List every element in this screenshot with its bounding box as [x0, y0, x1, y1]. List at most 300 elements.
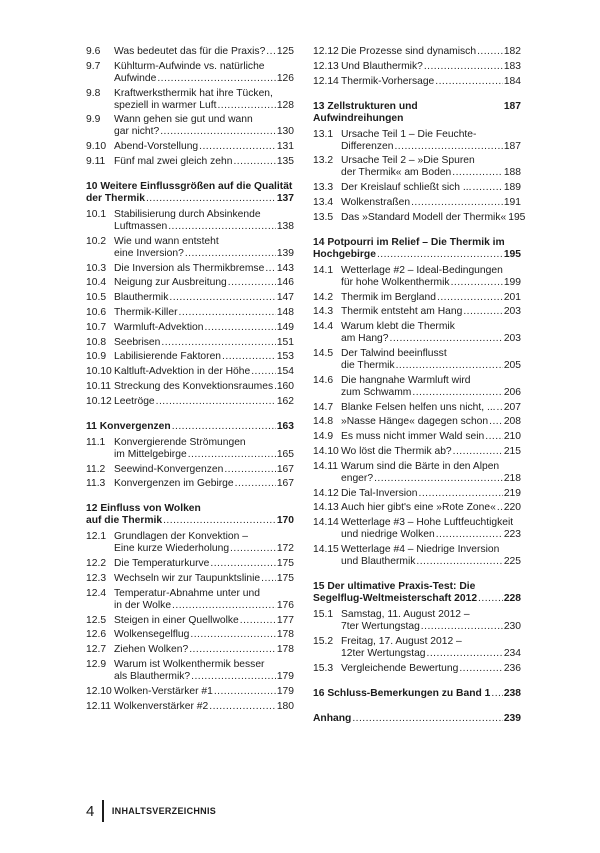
- section-number: 12.9: [86, 658, 107, 670]
- toc-entry[interactable]: [86, 478, 294, 490]
- dot-leader: [163, 515, 276, 527]
- page-ref: 218: [503, 472, 521, 484]
- dot-leader: [265, 263, 276, 275]
- section-number: 14.10: [313, 445, 339, 457]
- entry-title-line: Steigen in einer Quellwolke: [114, 614, 239, 626]
- toc-chapter[interactable]: [86, 503, 294, 527]
- toc-entry[interactable]: [313, 461, 521, 485]
- toc-entry[interactable]: [86, 307, 294, 319]
- section-number: 9.9: [86, 114, 101, 126]
- toc-entry[interactable]: [86, 277, 294, 289]
- entry-title-line: 14 Potpourri im Relief – Die Thermik im: [313, 236, 505, 248]
- section-number: 10.8: [86, 336, 107, 348]
- page-ref: 153: [276, 351, 294, 363]
- toc-entry[interactable]: [86, 366, 294, 378]
- page-ref: 205: [503, 359, 521, 371]
- toc-entry[interactable]: [313, 129, 521, 153]
- entry-title-line: Blauthermik: [114, 292, 169, 304]
- section-number: 14.7: [313, 401, 334, 413]
- toc-right-column: [313, 46, 526, 729]
- section-number: 10.11: [86, 380, 112, 392]
- toc-entry[interactable]: [86, 263, 294, 275]
- dot-leader: [222, 351, 276, 363]
- entry-title-line: Luftmassen: [114, 220, 168, 232]
- toc-entry[interactable]: [86, 61, 294, 85]
- toc-entry[interactable]: [86, 615, 294, 627]
- section-number: 14.12: [313, 487, 339, 499]
- footer-divider: [102, 800, 104, 822]
- dot-leader: [436, 529, 503, 541]
- dot-leader: [459, 663, 502, 675]
- section-number: 14.3: [313, 306, 334, 318]
- entry-title-line: Kaltluft-Advektion in der Höhe: [114, 366, 251, 378]
- page-ref: 147: [276, 292, 294, 304]
- toc-entry[interactable]: [313, 636, 521, 660]
- page-ref: 188: [503, 167, 521, 179]
- entry-title-line: 16 Schluss-Bemerkungen zu Band 1: [313, 687, 491, 699]
- entry-title-line: am Hang?: [341, 333, 389, 345]
- dot-leader: [224, 464, 275, 476]
- entry-title-line: für hohe Wolkenthermik: [341, 276, 450, 288]
- entry-title-line: Wann gehen sie gut und wann: [114, 114, 253, 126]
- dot-leader: [204, 322, 275, 334]
- toc-entry[interactable]: [313, 544, 521, 568]
- dot-leader: [230, 543, 276, 555]
- page-ref: 195: [503, 248, 521, 260]
- toc-entry[interactable]: [313, 402, 521, 414]
- page-ref: 178: [276, 629, 294, 641]
- entry-title-line: Kraftwerksthermik hat ihre Tücken,: [114, 87, 273, 99]
- toc-chapter[interactable]: [86, 181, 294, 205]
- page-ref: 179: [276, 685, 294, 697]
- page-ref: 234: [503, 647, 521, 659]
- dot-leader: [161, 337, 275, 349]
- entry-title-line: Warmluft-Advektion: [114, 321, 204, 333]
- entry-title-line: Kühlturm-Aufwinde vs. natürliche: [114, 60, 265, 72]
- dot-leader: [188, 449, 276, 461]
- page-ref: 146: [276, 277, 294, 289]
- page-ref: 199: [503, 276, 521, 288]
- page-ref: 239: [503, 712, 521, 724]
- toc-chapter[interactable]: [86, 421, 294, 433]
- entry-title-line: Seewind-Konvergenzen: [114, 463, 224, 475]
- section-number: 10.10: [86, 366, 112, 378]
- section-number: 9.8: [86, 87, 101, 99]
- dot-leader: [217, 100, 275, 112]
- entry-title-line: im Mittelgebirge: [114, 448, 187, 460]
- entry-title-line: Freitag, 17. August 2012 –: [341, 635, 462, 647]
- page-ref: 219: [503, 487, 521, 499]
- dot-leader: [179, 307, 276, 319]
- entry-title-line: 10 Weitere Einflussgrößen auf die Qualität: [86, 180, 293, 192]
- section-number: 10.5: [86, 292, 107, 304]
- toc-entry[interactable]: [86, 701, 294, 713]
- toc-entry[interactable]: [313, 182, 521, 194]
- entry-title-line: Wie und wann entsteht: [114, 235, 219, 247]
- entry-title-line: und niedrige Wolken: [341, 529, 435, 541]
- dot-leader: [411, 197, 503, 209]
- page-ref: 154: [276, 366, 294, 378]
- page-ref: 203: [503, 333, 521, 345]
- dot-leader: [424, 61, 503, 73]
- entry-title-line: speziell in warmer Luft: [114, 99, 217, 111]
- section-number: 9.11: [86, 155, 106, 167]
- entry-title-line: und Blauthermik: [341, 555, 416, 567]
- page-ref: 151: [276, 336, 294, 348]
- dot-leader: [190, 629, 275, 641]
- toc-entry[interactable]: [86, 437, 294, 461]
- section-number: 11.3: [86, 478, 106, 490]
- running-title: INHALTSVERZEICHNIS: [111, 806, 217, 816]
- dot-leader: [261, 573, 276, 585]
- section-number: 9.6: [86, 46, 101, 57]
- entry-title-line: Stabilisierung durch Absinkende: [114, 208, 261, 220]
- page-ref: 189: [503, 182, 521, 194]
- page-ref: 223: [503, 529, 521, 541]
- entry-title-line: die Thermik: [341, 359, 395, 371]
- page-ref: 180: [276, 700, 294, 712]
- section-number: 12.11: [86, 700, 112, 712]
- page-ref: 143: [276, 262, 294, 274]
- toc-entry[interactable]: [313, 663, 521, 675]
- page-ref: 228: [503, 592, 521, 604]
- dot-leader: [146, 193, 276, 205]
- section-number: 15.3: [313, 662, 334, 674]
- section-number: 10.7: [86, 321, 107, 333]
- dot-leader: [374, 473, 503, 485]
- entry-title-line: zum Schwamm: [341, 386, 412, 398]
- dot-leader: [199, 141, 276, 153]
- page-ref: 138: [276, 220, 294, 232]
- entry-title-line: Aufwinde: [114, 72, 157, 84]
- dot-leader: [160, 126, 276, 138]
- entry-title-line: Ziehen Wolken?: [114, 644, 189, 656]
- dot-leader: [427, 648, 503, 660]
- toc-entry[interactable]: [86, 629, 294, 641]
- page-ref: 183: [503, 60, 521, 72]
- toc-chapter[interactable]: [313, 237, 521, 261]
- page-ref: 210: [503, 431, 521, 443]
- dot-leader: [390, 333, 503, 345]
- entry-title-line: Der Talwind beeinflusst: [341, 347, 447, 359]
- entry-title-line: Samstag, 11. August 2012 –: [341, 608, 470, 620]
- page-ref: 225: [503, 555, 521, 567]
- page-ref: 165: [276, 448, 294, 460]
- section-number: 13.4: [313, 196, 334, 208]
- entry-title-line: Wo löst die Thermik ab?: [341, 445, 452, 457]
- page-ref: 230: [503, 620, 521, 632]
- dot-leader: [266, 46, 276, 58]
- entry-title-line: Wetterlage #2 – Ideal-Bedingungen: [341, 264, 503, 276]
- toc-entry[interactable]: [86, 141, 294, 153]
- entry-title-line: Leetröge: [114, 395, 155, 407]
- toc-entry[interactable]: [86, 531, 294, 555]
- toc-entry[interactable]: [86, 236, 294, 260]
- page-ref: 201: [503, 291, 521, 303]
- dot-leader: [497, 502, 503, 514]
- page-ref: 187: [503, 140, 521, 152]
- entry-title-line: Wolken-Verstärker #1: [114, 685, 213, 697]
- entry-title-line: Es muss nicht immer Wald sein: [341, 431, 485, 443]
- page-ref: 238: [503, 687, 521, 699]
- entry-title-line: Grundlagen der Konvektion –: [114, 531, 248, 543]
- page-ref: 135: [276, 155, 294, 167]
- toc-entry[interactable]: [86, 588, 294, 612]
- dot-leader: [172, 600, 276, 612]
- dot-leader: [169, 292, 275, 304]
- section-number: 14.13: [313, 502, 339, 514]
- section-number: 12.6: [86, 629, 107, 641]
- entry-title-line: Konvergenzen im Gebirge: [114, 478, 234, 490]
- toc-entry[interactable]: [86, 464, 294, 476]
- dot-leader: [209, 701, 276, 713]
- page-ref: 125: [276, 46, 294, 57]
- toc-entry[interactable]: [86, 114, 294, 138]
- dot-leader: [191, 671, 276, 683]
- entry-title-line: 12ter Wertungstag: [341, 647, 426, 659]
- dot-leader: [491, 688, 502, 700]
- dot-leader: [235, 478, 276, 490]
- section-number: 10.1: [86, 208, 107, 220]
- toc-entry[interactable]: [86, 46, 294, 58]
- entry-title-line: Fünf mal zwei gleich zehn: [114, 155, 233, 167]
- entry-title-line: Thermik im Bergland: [341, 291, 436, 303]
- entry-title-line: Segelflug-Weltmeisterschaft 2012: [313, 592, 478, 604]
- entry-title-line: Das »Standard Modell der Thermik«: [341, 211, 507, 223]
- toc-entry[interactable]: [313, 292, 521, 304]
- toc-entry[interactable]: [313, 197, 521, 209]
- toc-entry[interactable]: [86, 209, 294, 233]
- page-ref: 126: [276, 72, 294, 84]
- page-ref: 175: [276, 572, 294, 584]
- section-number: 14.14: [313, 517, 339, 529]
- toc-entry[interactable]: [313, 375, 521, 399]
- page-ref: 175: [276, 558, 294, 570]
- toc-entry[interactable]: [86, 659, 294, 683]
- page-ref: 176: [276, 599, 294, 611]
- toc-entry[interactable]: [313, 46, 521, 58]
- dot-leader: [214, 686, 276, 698]
- dot-leader: [453, 446, 503, 458]
- toc-chapter[interactable]: [313, 101, 521, 125]
- section-number: 11.2: [86, 463, 106, 475]
- toc-entry[interactable]: [313, 211, 526, 224]
- toc-entry[interactable]: [86, 156, 294, 168]
- toc-entry[interactable]: [86, 396, 294, 408]
- page-ref: 167: [276, 463, 294, 475]
- toc-entry[interactable]: [86, 644, 294, 656]
- toc-entry[interactable]: [313, 609, 521, 633]
- entry-title-line: Hochgebirge: [313, 248, 376, 260]
- toc-entry[interactable]: [86, 381, 294, 393]
- entry-title-line: Ursache Teil 1 – Die Feuchte-: [341, 128, 477, 140]
- section-number: 13.1: [313, 128, 334, 140]
- entry-title-line: Die Tal-Inversion: [341, 487, 418, 499]
- page-ref: 191: [503, 196, 521, 208]
- entry-title-line: Wetterlage #4 – Niedrige Inversion: [341, 543, 500, 555]
- entry-title-line: Labilisierende Faktoren: [114, 351, 222, 363]
- entry-title-line: Differenzen: [341, 140, 394, 152]
- section-number: 10.6: [86, 306, 107, 318]
- toc-chapter[interactable]: [313, 713, 521, 725]
- dot-leader: [421, 621, 503, 633]
- section-number: 13.5: [313, 211, 334, 223]
- toc-entry[interactable]: [313, 502, 521, 514]
- dot-leader: [435, 76, 503, 88]
- section-number: 13.2: [313, 155, 334, 167]
- toc-entry[interactable]: [86, 351, 294, 363]
- section-number: 9.10: [86, 141, 107, 153]
- entry-title-line: 13 Zellstrukturen und Aufwindreihungen: [313, 100, 418, 124]
- toc-entry[interactable]: [313, 431, 521, 443]
- dot-leader: [189, 644, 276, 656]
- dot-leader: [437, 292, 503, 304]
- page-ref: 170: [276, 515, 294, 527]
- page-ref: 207: [503, 401, 521, 413]
- section-number: 12.13: [313, 60, 339, 72]
- dot-leader: [233, 156, 275, 168]
- page-ref: 177: [276, 614, 294, 626]
- toc-entry[interactable]: [313, 446, 521, 458]
- entry-title-line: gar nicht?: [114, 126, 160, 138]
- dot-leader: [157, 73, 275, 85]
- entry-title-line: Temperatur-Abnahme unter und: [114, 587, 260, 599]
- toc-entry[interactable]: [313, 61, 521, 73]
- entry-title-line: in der Wolke: [114, 599, 172, 611]
- page-ref: 195: [508, 211, 526, 223]
- entry-title-line: Anhang: [313, 712, 352, 724]
- dot-leader: [228, 277, 276, 289]
- page-ref: 130: [276, 126, 294, 138]
- page-ref: 160: [276, 380, 294, 392]
- dot-leader: [185, 248, 276, 260]
- entry-title-line: 12 Einfluss von Wolken: [86, 503, 201, 515]
- entry-title-line: Und Blauthermik?: [341, 60, 423, 72]
- entry-title-line: 7ter Wertungstag: [341, 620, 420, 632]
- section-number: 15.2: [313, 635, 334, 647]
- entry-title-line: Thermik entsteht am Hang: [341, 306, 463, 318]
- toc-chapter[interactable]: [313, 581, 521, 605]
- entry-title-line: Die Prozesse sind dynamisch: [341, 46, 477, 57]
- entry-title-line: Thermik-Vorhersage: [341, 75, 435, 87]
- page-ref: 220: [503, 502, 521, 514]
- section-number: 12.3: [86, 572, 107, 584]
- page-ref: 203: [503, 306, 521, 318]
- entry-title-line: Neigung zur Ausbreitung: [114, 277, 227, 289]
- dot-leader: [156, 396, 276, 408]
- toc-entry[interactable]: [313, 321, 521, 345]
- page-ref: 187: [503, 100, 521, 112]
- page-ref: 236: [503, 662, 521, 674]
- entry-title-line: der Thermik: [86, 192, 145, 204]
- toc-chapter[interactable]: [313, 688, 521, 700]
- section-number: 10.12: [86, 395, 112, 407]
- toc-entry[interactable]: [86, 292, 294, 304]
- entry-title-line: Warum sind die Bärte in den Alpen: [341, 460, 500, 472]
- entry-title-line: Wolkenverstärker #2: [114, 700, 209, 712]
- toc-entry[interactable]: [313, 517, 521, 541]
- toc-entry[interactable]: [86, 337, 294, 349]
- entry-title-line: Abend-Vorstellung: [114, 141, 199, 153]
- page-footer: [86, 800, 216, 822]
- entry-title-line: Wolkenstraßen: [341, 196, 411, 208]
- page-ref: 215: [503, 445, 521, 457]
- entry-title-line: Konvergierende Strömungen: [114, 436, 246, 448]
- page-ref: 131: [276, 141, 294, 153]
- entry-title-line: Warum klebt die Thermik: [341, 321, 455, 333]
- toc-entry[interactable]: [86, 88, 294, 112]
- entry-title-line: 11 Konvergenzen: [86, 420, 171, 432]
- dot-leader: [472, 182, 502, 194]
- entry-title-line: Ursache Teil 2 – »Die Spuren: [341, 155, 475, 167]
- dot-leader: [251, 366, 276, 378]
- page-ref: 178: [276, 644, 294, 656]
- dot-leader: [412, 387, 502, 399]
- page-ref: 208: [503, 416, 521, 428]
- section-number: 12.10: [86, 685, 112, 697]
- dot-leader: [172, 421, 276, 433]
- page-ref: 148: [276, 306, 294, 318]
- dot-leader: [477, 46, 503, 58]
- dot-leader: [274, 381, 276, 393]
- toc-entry[interactable]: [313, 488, 521, 500]
- section-number: 9.7: [86, 60, 101, 72]
- toc-entry[interactable]: [313, 306, 521, 318]
- toc-entry[interactable]: [313, 265, 521, 289]
- dot-leader: [451, 277, 503, 289]
- dot-leader: [352, 713, 502, 725]
- toc-entry[interactable]: [86, 573, 294, 585]
- page-ref: 184: [503, 75, 521, 87]
- section-number: 12.12: [313, 46, 339, 57]
- page-ref: 206: [503, 386, 521, 398]
- entry-title-line: eine Inversion?: [114, 247, 184, 259]
- entry-title-line: Eine kurze Wiederholung: [114, 543, 230, 555]
- entry-title-line: Blanke Felsen helfen uns nicht, ...: [341, 401, 496, 413]
- page-ref: 162: [276, 395, 294, 407]
- entry-title-line: Wetterlage #3 – Hohe Luftfeuchtigkeit: [341, 517, 514, 529]
- section-number: 11.1: [86, 436, 106, 448]
- toc-entry[interactable]: [313, 416, 521, 428]
- page-ref: 139: [276, 247, 294, 259]
- section-number: 12.4: [86, 587, 107, 599]
- page-ref: 128: [276, 99, 294, 111]
- dot-leader: [463, 306, 502, 318]
- entry-title-line: Die hangnahe Warmluft wird: [341, 374, 471, 386]
- section-number: 12.1: [86, 531, 107, 543]
- toc-entry[interactable]: [313, 348, 521, 372]
- page-ref: 179: [276, 670, 294, 682]
- toc-entry[interactable]: [313, 155, 521, 179]
- section-number: 14.9: [313, 431, 334, 443]
- entry-title-line: Streckung des Konvektionsraumes: [114, 380, 274, 392]
- dot-leader: [489, 416, 503, 428]
- page-ref: 172: [276, 543, 294, 555]
- section-number: 14.8: [313, 416, 334, 428]
- entry-title-line: Thermik-Killer: [114, 306, 178, 318]
- toc-entry[interactable]: [86, 322, 294, 334]
- dot-leader: [240, 615, 276, 627]
- section-number: 10.2: [86, 235, 107, 247]
- toc-entry[interactable]: [86, 558, 294, 570]
- toc-entry[interactable]: [86, 686, 294, 698]
- entry-title-line: Seebrisen: [114, 336, 161, 348]
- section-number: 14.2: [313, 291, 334, 303]
- toc-entry[interactable]: [313, 76, 521, 88]
- entry-title-line: Wolkensegelflug: [114, 629, 190, 641]
- section-number: 14.4: [313, 321, 334, 333]
- entry-title-line: Wechseln wir zur Taupunktslinie: [114, 572, 261, 584]
